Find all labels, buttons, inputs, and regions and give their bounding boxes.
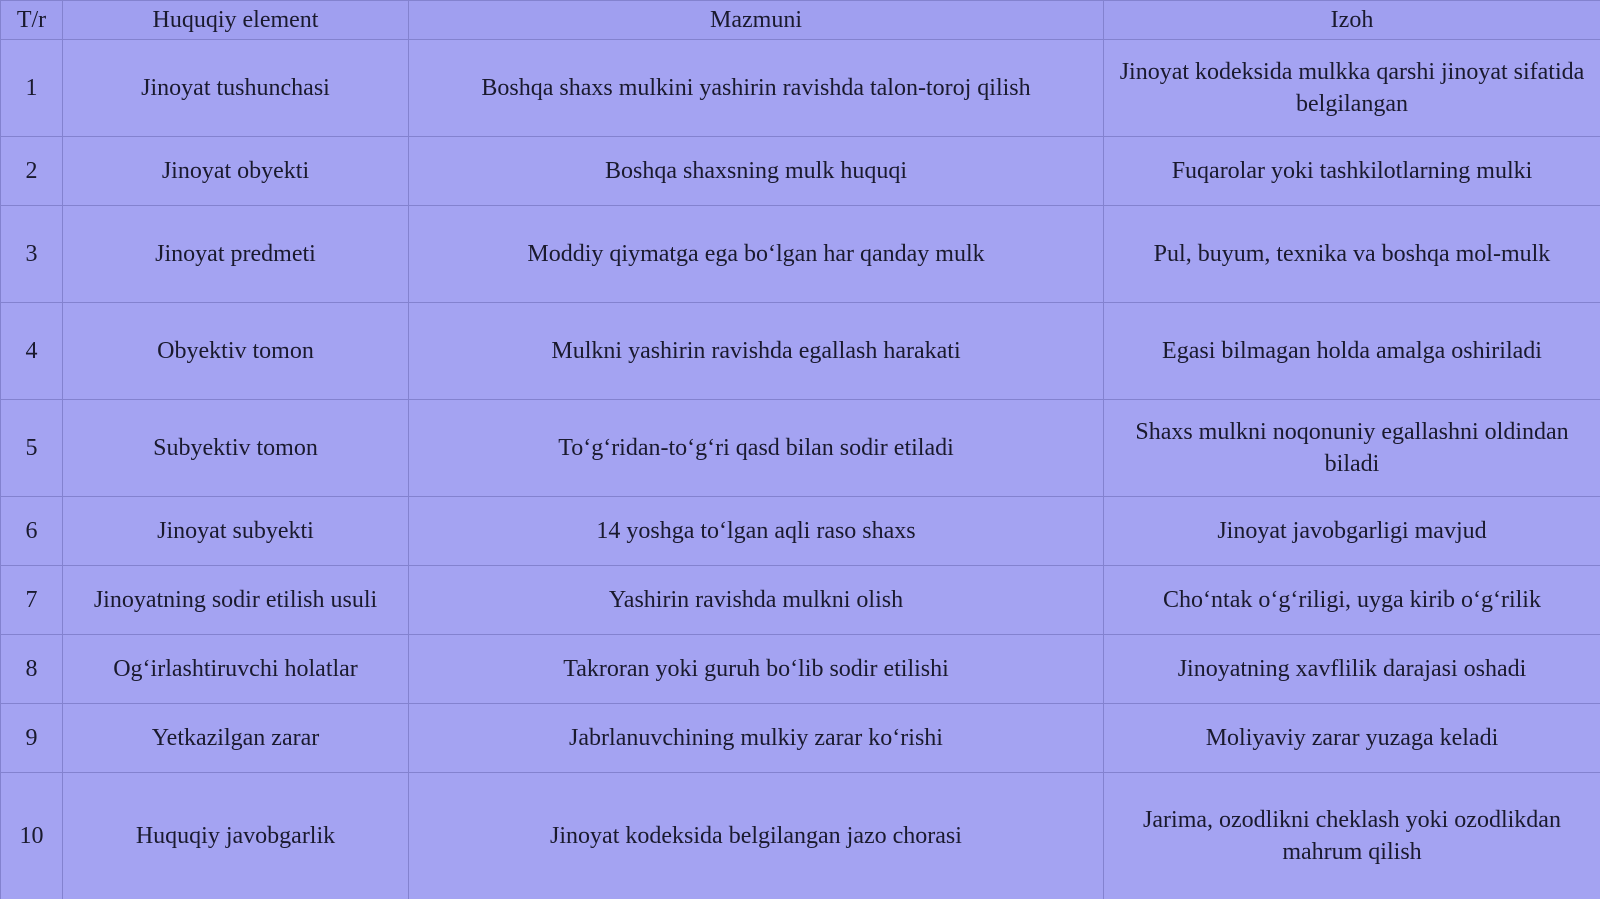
table-header-row: [1, 1, 1600, 40]
cell-legal-element: Jinoyat tushunchasi: [63, 40, 409, 137]
table-row: [1, 137, 1600, 206]
cell-number: 5: [1, 400, 63, 497]
cell-note: Egasi bilmagan holda amalga oshiriladi: [1104, 303, 1600, 400]
cell-note: Pul, buyum, texnika va boshqa mol-mulk: [1104, 206, 1600, 303]
cell-number: 7: [1, 566, 63, 635]
cell-content: Mulkni yashirin ravishda egallash harakati: [409, 303, 1104, 400]
cell-content: Yashirin ravishda mulkni olish: [409, 566, 1104, 635]
table-row: [1, 497, 1600, 566]
cell-content: Boshqa shaxs mulkini yashirin ravishda talon-toroj qilish: [409, 40, 1104, 137]
cell-legal-element: Huquqiy javobgarlik: [63, 773, 409, 899]
table-header: [1, 1, 1600, 40]
cell-number: 8: [1, 635, 63, 704]
cell-number: 3: [1, 206, 63, 303]
cell-content: Takroran yoki guruh bo‘lib sodir etilishi: [409, 635, 1104, 704]
header-cell-legal-element: Huquqiy element: [63, 1, 409, 40]
cell-note: Moliyaviy zarar yuzaga keladi: [1104, 704, 1600, 773]
cell-note: Cho‘ntak o‘g‘riligi, uyga kirib o‘g‘rilik: [1104, 566, 1600, 635]
cell-legal-element: Jinoyatning sodir etilish usuli: [63, 566, 409, 635]
cell-content: To‘g‘ridan-to‘g‘ri qasd bilan sodir etiladi: [409, 400, 1104, 497]
cell-note: Fuqarolar yoki tashkilotlarning mulki: [1104, 137, 1600, 206]
table-row: [1, 635, 1600, 704]
cell-legal-element: Jinoyat obyekti: [63, 137, 409, 206]
cell-legal-element: Jinoyat predmeti: [63, 206, 409, 303]
cell-note: Shaxs mulkni noqonuniy egallashni oldindan biladi: [1104, 400, 1600, 497]
cell-note: Jinoyatning xavflilik darajasi oshadi: [1104, 635, 1600, 704]
cell-number: 4: [1, 303, 63, 400]
cell-number: 6: [1, 497, 63, 566]
cell-note: Jinoyat javobgarligi mavjud: [1104, 497, 1600, 566]
cell-content: Jinoyat kodeksida belgilangan jazo chorasi: [409, 773, 1104, 899]
table-row: [1, 206, 1600, 303]
table-body: [1, 40, 1600, 899]
table-row: [1, 566, 1600, 635]
cell-legal-element: Obyektiv tomon: [63, 303, 409, 400]
cell-content: 14 yoshga to‘lgan aqli raso shaxs: [409, 497, 1104, 566]
cell-number: 9: [1, 704, 63, 773]
cell-legal-element: Yetkazilgan zarar: [63, 704, 409, 773]
cell-content: Moddiy qiymatga ega bo‘lgan har qanday mulk: [409, 206, 1104, 303]
table-row: [1, 773, 1600, 899]
header-cell-content: Mazmuni: [409, 1, 1104, 40]
cell-content: Jabrlanuvchining mulkiy zarar ko‘rishi: [409, 704, 1104, 773]
table-row: [1, 704, 1600, 773]
cell-note: Jarima, ozodlikni cheklash yoki ozodlikdan mahrum qilish: [1104, 773, 1600, 899]
cell-legal-element: Jinoyat subyekti: [63, 497, 409, 566]
table-row: [1, 40, 1600, 137]
cell-content: Boshqa shaxsning mulk huquqi: [409, 137, 1104, 206]
table-row: [1, 303, 1600, 400]
table-row: [1, 400, 1600, 497]
cell-number: 2: [1, 137, 63, 206]
cell-legal-element: Og‘irlashtiruvchi holatlar: [63, 635, 409, 704]
cell-note: Jinoyat kodeksida mulkka qarshi jinoyat sifatida belgilangan: [1104, 40, 1600, 137]
cell-number: 10: [1, 773, 63, 899]
cell-number: 1: [1, 40, 63, 137]
header-cell-number: T/r: [1, 1, 63, 40]
cell-legal-element: Subyektiv tomon: [63, 400, 409, 497]
header-cell-note: Izoh: [1104, 1, 1600, 40]
